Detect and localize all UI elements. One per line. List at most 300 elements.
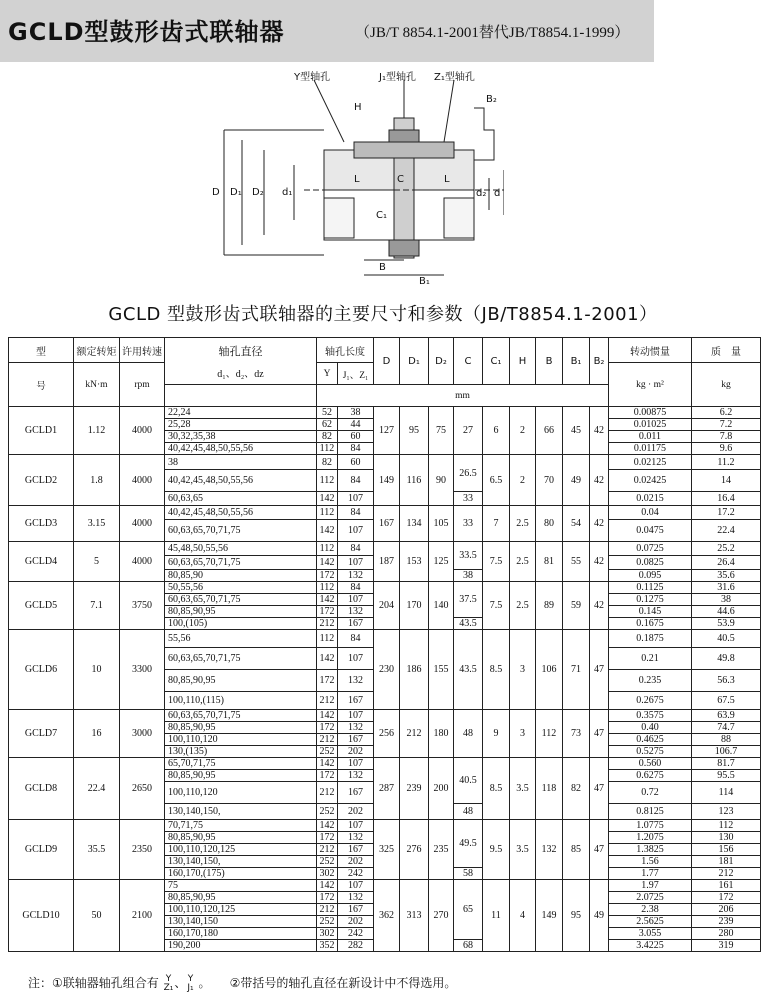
inertia-value: 0.4625 xyxy=(609,734,692,746)
dim-C: 26.5 xyxy=(454,455,483,492)
dim-C: 65 xyxy=(454,880,483,940)
mass-value: 319 xyxy=(692,940,761,952)
length-y: 112 xyxy=(317,443,338,455)
table-row xyxy=(9,407,761,419)
max-speed: 4000 xyxy=(120,506,165,542)
length-j1z1: 84 xyxy=(338,443,374,455)
shaft-diameters: 38 xyxy=(165,455,317,470)
dim-D2: 270 xyxy=(429,880,454,952)
table-row xyxy=(9,758,761,770)
inertia-value: 3.4225 xyxy=(609,940,692,952)
rated-torque: 22.4 xyxy=(74,758,120,820)
dim-D2: 75 xyxy=(429,407,454,455)
length-j1z1: 282 xyxy=(338,940,374,952)
table-title: GCLD 型鼓形齿式联轴器的主要尺寸和参数（JB/T8854.1-2001） xyxy=(108,304,658,325)
inertia-value: 0.560 xyxy=(609,758,692,770)
length-y: 172 xyxy=(317,892,338,904)
header-D1: D₁ xyxy=(400,338,429,385)
mass-value: 161 xyxy=(692,880,761,892)
dim-C: 40.5 xyxy=(454,758,483,804)
length-y: 142 xyxy=(317,594,338,606)
rated-torque: 10 xyxy=(74,630,120,710)
length-y: 302 xyxy=(317,928,338,940)
length-y: 142 xyxy=(317,880,338,892)
mass-value: 7.8 xyxy=(692,431,761,443)
table-row xyxy=(9,820,761,832)
length-y: 212 xyxy=(317,782,338,804)
shaft-diameters: 100,110,120,125 xyxy=(165,904,317,916)
model-name: GCLD7 xyxy=(9,710,74,758)
dim-D2: 235 xyxy=(429,820,454,880)
inertia-value: 0.1675 xyxy=(609,618,692,630)
shaft-diameters: 40,42,45,48,50,55,56 xyxy=(165,506,317,520)
inertia-value: 0.00875 xyxy=(609,407,692,419)
length-j1z1: 167 xyxy=(338,692,374,710)
length-j1z1: 107 xyxy=(338,820,374,832)
length-y: 142 xyxy=(317,556,338,570)
shaft-diameters: 160,170,(175) xyxy=(165,868,317,880)
dim-C: 43.5 xyxy=(454,618,483,630)
mass-value: 44.6 xyxy=(692,606,761,618)
dim-C: 48 xyxy=(454,710,483,758)
header-shaft-dia: 轴孔直径 d₁、d₂、dz xyxy=(165,338,317,385)
length-y: 142 xyxy=(317,710,338,722)
dim-C1: 8.5 xyxy=(483,630,510,710)
length-j1z1: 132 xyxy=(338,770,374,782)
max-speed: 2650 xyxy=(120,758,165,820)
note-fraction-2: Y J₁ xyxy=(187,973,194,993)
dim-D1: 212 xyxy=(400,710,429,758)
dim-D: 167 xyxy=(374,506,400,542)
length-y: 172 xyxy=(317,570,338,582)
dim-C: 48 xyxy=(454,804,483,820)
shaft-diameters: 100,110,(115) xyxy=(165,692,317,710)
dim-B1: 54 xyxy=(563,506,590,542)
dim-B1: 71 xyxy=(563,630,590,710)
inertia-value: 0.145 xyxy=(609,606,692,618)
length-y: 82 xyxy=(317,431,338,443)
dim-H: 3 xyxy=(510,710,536,758)
header-shaft-blank xyxy=(165,385,317,407)
label-d1: d₁ xyxy=(282,187,293,198)
mass-value: 14 xyxy=(692,470,761,492)
mass-value: 17.2 xyxy=(692,506,761,520)
inertia-value: 3.055 xyxy=(609,928,692,940)
length-y: 62 xyxy=(317,419,338,431)
dim-D2: 105 xyxy=(429,506,454,542)
header-mass: 质 量 xyxy=(692,338,761,363)
shaft-diameters: 45,48,50,55,56 xyxy=(165,542,317,556)
length-j1z1: 202 xyxy=(338,804,374,820)
header-B1: B₁ xyxy=(563,338,590,385)
rated-torque: 16 xyxy=(74,710,120,758)
length-y: 252 xyxy=(317,746,338,758)
length-y: 212 xyxy=(317,734,338,746)
label-C1: C₁ xyxy=(376,210,387,221)
inertia-value: 0.01025 xyxy=(609,419,692,431)
shaft-diameters: 80,85,90,95 xyxy=(165,722,317,734)
table-row xyxy=(9,710,761,722)
max-speed: 3000 xyxy=(120,710,165,758)
dim-H: 3.5 xyxy=(510,758,536,820)
dim-C: 38 xyxy=(454,570,483,582)
shaft-diameters: 130,140,150, xyxy=(165,804,317,820)
dim-B1: 49 xyxy=(563,455,590,506)
dim-B1: 59 xyxy=(563,582,590,630)
shaft-diameters: 60,63,65,70,71,75 xyxy=(165,520,317,542)
dim-B2: 47 xyxy=(590,630,609,710)
mass-value: 7.2 xyxy=(692,419,761,431)
length-j1z1: 107 xyxy=(338,758,374,770)
shaft-diameters: 60,63,65,70,71,75 xyxy=(165,594,317,606)
mass-value: 9.6 xyxy=(692,443,761,455)
model-name: GCLD2 xyxy=(9,455,74,506)
length-y: 252 xyxy=(317,804,338,820)
note-sep: 、 xyxy=(174,976,187,990)
mass-value: 112 xyxy=(692,820,761,832)
length-j1z1: 84 xyxy=(338,542,374,556)
length-y: 82 xyxy=(317,455,338,470)
inertia-value: 0.0725 xyxy=(609,542,692,556)
length-j1z1: 132 xyxy=(338,722,374,734)
length-j1z1: 242 xyxy=(338,868,374,880)
dim-D1: 313 xyxy=(400,880,429,952)
length-y: 172 xyxy=(317,606,338,618)
dim-B: 118 xyxy=(536,758,563,820)
table-row xyxy=(9,542,761,556)
model-name: GCLD6 xyxy=(9,630,74,710)
length-y: 142 xyxy=(317,758,338,770)
header-B: B xyxy=(536,338,563,385)
dim-C1: 7.5 xyxy=(483,542,510,582)
dim-D1: 134 xyxy=(400,506,429,542)
dim-C1: 7 xyxy=(483,506,510,542)
header-mm: mm xyxy=(317,385,609,407)
length-j1z1: 167 xyxy=(338,844,374,856)
header-torque-unit: kN·m xyxy=(74,363,120,407)
dim-C1: 7.5 xyxy=(483,582,510,630)
inertia-value: 1.77 xyxy=(609,868,692,880)
table-row xyxy=(9,455,761,470)
title-banner xyxy=(0,0,654,62)
length-j1z1: 132 xyxy=(338,892,374,904)
length-y: 252 xyxy=(317,856,338,868)
page-title: GCLD型鼓形齿式联轴器 xyxy=(8,18,285,46)
length-y: 212 xyxy=(317,904,338,916)
shaft-diameters: 100,110,120 xyxy=(165,734,317,746)
inertia-value: 0.40 xyxy=(609,722,692,734)
shaft-diameters: 60,63,65,70,71,75 xyxy=(165,710,317,722)
dim-B2: 47 xyxy=(590,820,609,880)
length-j1z1: 167 xyxy=(338,618,374,630)
length-j1z1: 132 xyxy=(338,606,374,618)
shaft-diameters: 50,55,56 xyxy=(165,582,317,594)
length-j1z1: 84 xyxy=(338,582,374,594)
inertia-value: 1.97 xyxy=(609,880,692,892)
dim-C: 33.5 xyxy=(454,542,483,570)
dim-B: 132 xyxy=(536,820,563,880)
dim-D2: 140 xyxy=(429,582,454,630)
dim-H: 2 xyxy=(510,455,536,506)
max-speed: 4000 xyxy=(120,455,165,506)
dim-B: 89 xyxy=(536,582,563,630)
shaft-diameters: 40,42,45,48,50,55,56 xyxy=(165,443,317,455)
table-row xyxy=(9,880,761,892)
note-prefix: 注：①联轴器轴孔组合有 xyxy=(28,976,159,990)
shaft-diameters: 80,85,90,95 xyxy=(165,892,317,904)
dim-C: 49.5 xyxy=(454,820,483,868)
dim-D2: 90 xyxy=(429,455,454,506)
dim-C1: 11 xyxy=(483,880,510,952)
inertia-value: 0.1875 xyxy=(609,630,692,648)
dim-B1: 73 xyxy=(563,710,590,758)
dim-D2: 180 xyxy=(429,710,454,758)
length-j1z1: 107 xyxy=(338,880,374,892)
label-B2: B₂ xyxy=(486,94,497,105)
shaft-diameters: 55,56 xyxy=(165,630,317,648)
model-name: GCLD3 xyxy=(9,506,74,542)
label-d2: d₂ xyxy=(476,188,487,199)
length-j1z1: 132 xyxy=(338,570,374,582)
mass-value: 88 xyxy=(692,734,761,746)
mass-value: 56.3 xyxy=(692,670,761,692)
inertia-value: 0.6275 xyxy=(609,770,692,782)
dim-B1: 85 xyxy=(563,820,590,880)
length-j1z1: 84 xyxy=(338,506,374,520)
mass-value: 212 xyxy=(692,868,761,880)
spec-table xyxy=(8,337,761,952)
length-y: 142 xyxy=(317,648,338,670)
length-y: 212 xyxy=(317,692,338,710)
length-j1z1: 107 xyxy=(338,520,374,542)
dim-H: 2 xyxy=(510,407,536,455)
rated-torque: 7.1 xyxy=(74,582,120,630)
inertia-value: 0.235 xyxy=(609,670,692,692)
length-j1z1: 44 xyxy=(338,419,374,431)
inertia-value: 1.2075 xyxy=(609,832,692,844)
length-y: 302 xyxy=(317,868,338,880)
length-y: 352 xyxy=(317,940,338,952)
length-y: 252 xyxy=(317,916,338,928)
dim-D: 149 xyxy=(374,455,400,506)
length-y: 212 xyxy=(317,618,338,630)
header-C1: C₁ xyxy=(483,338,510,385)
shaft-diameters: 130,140,150, xyxy=(165,856,317,868)
dim-B2: 42 xyxy=(590,407,609,455)
inertia-value: 0.72 xyxy=(609,782,692,804)
note-second: ②带括号的轴孔直径在新设计中不得选用。 xyxy=(229,976,457,990)
length-j1z1: 242 xyxy=(338,928,374,940)
mass-value: 280 xyxy=(692,928,761,940)
dim-C1: 9 xyxy=(483,710,510,758)
shaft-diameters: 60,63,65 xyxy=(165,492,317,506)
length-j1z1: 107 xyxy=(338,594,374,606)
max-speed: 4000 xyxy=(120,407,165,455)
length-y: 172 xyxy=(317,722,338,734)
dim-B2: 47 xyxy=(590,758,609,820)
shaft-diameters: 100,110,120,125 xyxy=(165,844,317,856)
inertia-value: 0.0215 xyxy=(609,492,692,506)
label-L: L xyxy=(354,174,360,185)
model-name: GCLD9 xyxy=(9,820,74,880)
dim-B1: 95 xyxy=(563,880,590,952)
dim-B2: 47 xyxy=(590,710,609,758)
rated-torque: 50 xyxy=(74,880,120,952)
shaft-diameters: 22,24 xyxy=(165,407,317,419)
length-y: 172 xyxy=(317,670,338,692)
mass-value: 26.4 xyxy=(692,556,761,570)
rated-torque: 5 xyxy=(74,542,120,582)
dim-B2: 42 xyxy=(590,542,609,582)
dim-H: 3.5 xyxy=(510,820,536,880)
mass-value: 49.8 xyxy=(692,648,761,670)
header-speed-unit: rpm xyxy=(120,363,165,407)
inertia-value: 0.02425 xyxy=(609,470,692,492)
dim-B1: 82 xyxy=(563,758,590,820)
header-D2: D₂ xyxy=(429,338,454,385)
mass-value: 172 xyxy=(692,892,761,904)
shaft-diameters: 70,71,75 xyxy=(165,820,317,832)
inertia-value: 0.2675 xyxy=(609,692,692,710)
length-j1z1: 84 xyxy=(338,470,374,492)
shaft-diameters: 80,85,90,95 xyxy=(165,606,317,618)
model-name: GCLD8 xyxy=(9,758,74,820)
dim-C: 27 xyxy=(454,407,483,455)
length-j1z1: 167 xyxy=(338,734,374,746)
dim-B: 80 xyxy=(536,506,563,542)
length-y: 172 xyxy=(317,770,338,782)
dim-C: 33 xyxy=(454,492,483,506)
header-model: 型 xyxy=(9,338,74,363)
dim-H: 2.5 xyxy=(510,582,536,630)
dim-B2: 49 xyxy=(590,880,609,952)
header-D: D xyxy=(374,338,400,385)
label-D2: D₂ xyxy=(252,187,264,198)
model-name: GCLD4 xyxy=(9,542,74,582)
mass-value: 123 xyxy=(692,804,761,820)
dim-C1: 6 xyxy=(483,407,510,455)
shaft-diameters: 30,32,35,38 xyxy=(165,431,317,443)
dim-H: 4 xyxy=(510,880,536,952)
mass-value: 156 xyxy=(692,844,761,856)
header-inertia: 转动惯量 xyxy=(609,338,692,363)
header-hole-length: 轴孔长度 xyxy=(317,338,374,363)
note-mid: 。 xyxy=(198,976,211,990)
length-j1z1: 107 xyxy=(338,556,374,570)
inertia-value: 0.0475 xyxy=(609,520,692,542)
length-j1z1: 167 xyxy=(338,782,374,804)
dim-D1: 276 xyxy=(400,820,429,880)
model-name: GCLD1 xyxy=(9,407,74,455)
dim-D2: 200 xyxy=(429,758,454,820)
inertia-value: 0.01175 xyxy=(609,443,692,455)
dim-D1: 170 xyxy=(400,582,429,630)
shaft-diameters: 25,28 xyxy=(165,419,317,431)
dim-B2: 42 xyxy=(590,455,609,506)
inertia-value: 0.5275 xyxy=(609,746,692,758)
label-dz: d xyxy=(494,188,501,199)
length-j1z1: 60 xyxy=(338,455,374,470)
dim-C: 58 xyxy=(454,868,483,880)
dim-D1: 239 xyxy=(400,758,429,820)
model-name: GCLD10 xyxy=(9,880,74,952)
mass-value: 63.9 xyxy=(692,710,761,722)
dim-D: 256 xyxy=(374,710,400,758)
label-j1-hole: J₁型轴孔 xyxy=(379,72,416,83)
mass-value: 25.2 xyxy=(692,542,761,556)
rated-torque: 1.8 xyxy=(74,455,120,506)
mass-value: 35.6 xyxy=(692,570,761,582)
inertia-value: 0.21 xyxy=(609,648,692,670)
inertia-value: 2.5625 xyxy=(609,916,692,928)
shaft-diameters: 130,140,150 xyxy=(165,916,317,928)
mass-value: 106.7 xyxy=(692,746,761,758)
dim-H: 3 xyxy=(510,630,536,710)
header-mass-unit: kg xyxy=(692,363,761,407)
inertia-value: 2.38 xyxy=(609,904,692,916)
dim-B: 70 xyxy=(536,455,563,506)
label-D: D xyxy=(212,187,220,198)
label-B1: B₁ xyxy=(419,276,430,287)
dim-D2: 155 xyxy=(429,630,454,710)
length-j1z1: 132 xyxy=(338,832,374,844)
shaft-diameters: 60,63,65,70,71,75 xyxy=(165,556,317,570)
mass-value: 181 xyxy=(692,856,761,868)
length-j1z1: 60 xyxy=(338,431,374,443)
label-z1-hole: Z₁型轴孔 xyxy=(434,72,475,83)
header-H: H xyxy=(510,338,536,385)
dim-D: 187 xyxy=(374,542,400,582)
shaft-diameters: 100,110,120 xyxy=(165,782,317,804)
max-speed: 3750 xyxy=(120,582,165,630)
mass-value: 114 xyxy=(692,782,761,804)
inertia-value: 1.3825 xyxy=(609,844,692,856)
mass-value: 16.4 xyxy=(692,492,761,506)
mass-value: 40.5 xyxy=(692,630,761,648)
shaft-diameters: 100,(105) xyxy=(165,618,317,630)
max-speed: 4000 xyxy=(120,542,165,582)
rated-torque: 35.5 xyxy=(74,820,120,880)
dim-C: 68 xyxy=(454,940,483,952)
dim-D1: 116 xyxy=(400,455,429,506)
length-j1z1: 132 xyxy=(338,670,374,692)
shaft-diameters: 65,70,71,75 xyxy=(165,758,317,770)
dim-B2: 42 xyxy=(590,506,609,542)
inertia-value: 1.0775 xyxy=(609,820,692,832)
length-j1z1: 107 xyxy=(338,648,374,670)
shaft-diameters: 130,(135) xyxy=(165,746,317,758)
label-y-hole: Y型轴孔 xyxy=(294,72,331,83)
length-j1z1: 202 xyxy=(338,746,374,758)
dim-D: 287 xyxy=(374,758,400,820)
shaft-diameters: 75 xyxy=(165,880,317,892)
mass-value: 22.4 xyxy=(692,520,761,542)
inertia-value: 0.095 xyxy=(609,570,692,582)
label-L1: L xyxy=(444,174,450,185)
length-y: 112 xyxy=(317,582,338,594)
note-fraction-1: Y Z₁ xyxy=(163,973,174,993)
length-j1z1: 107 xyxy=(338,492,374,506)
mass-value: 11.2 xyxy=(692,455,761,470)
length-y: 112 xyxy=(317,470,338,492)
mass-value: 67.5 xyxy=(692,692,761,710)
dim-B: 66 xyxy=(536,407,563,455)
mass-value: 6.2 xyxy=(692,407,761,419)
max-speed: 2100 xyxy=(120,880,165,952)
inertia-value: 1.56 xyxy=(609,856,692,868)
table-row xyxy=(9,506,761,520)
label-B: B xyxy=(379,262,386,273)
